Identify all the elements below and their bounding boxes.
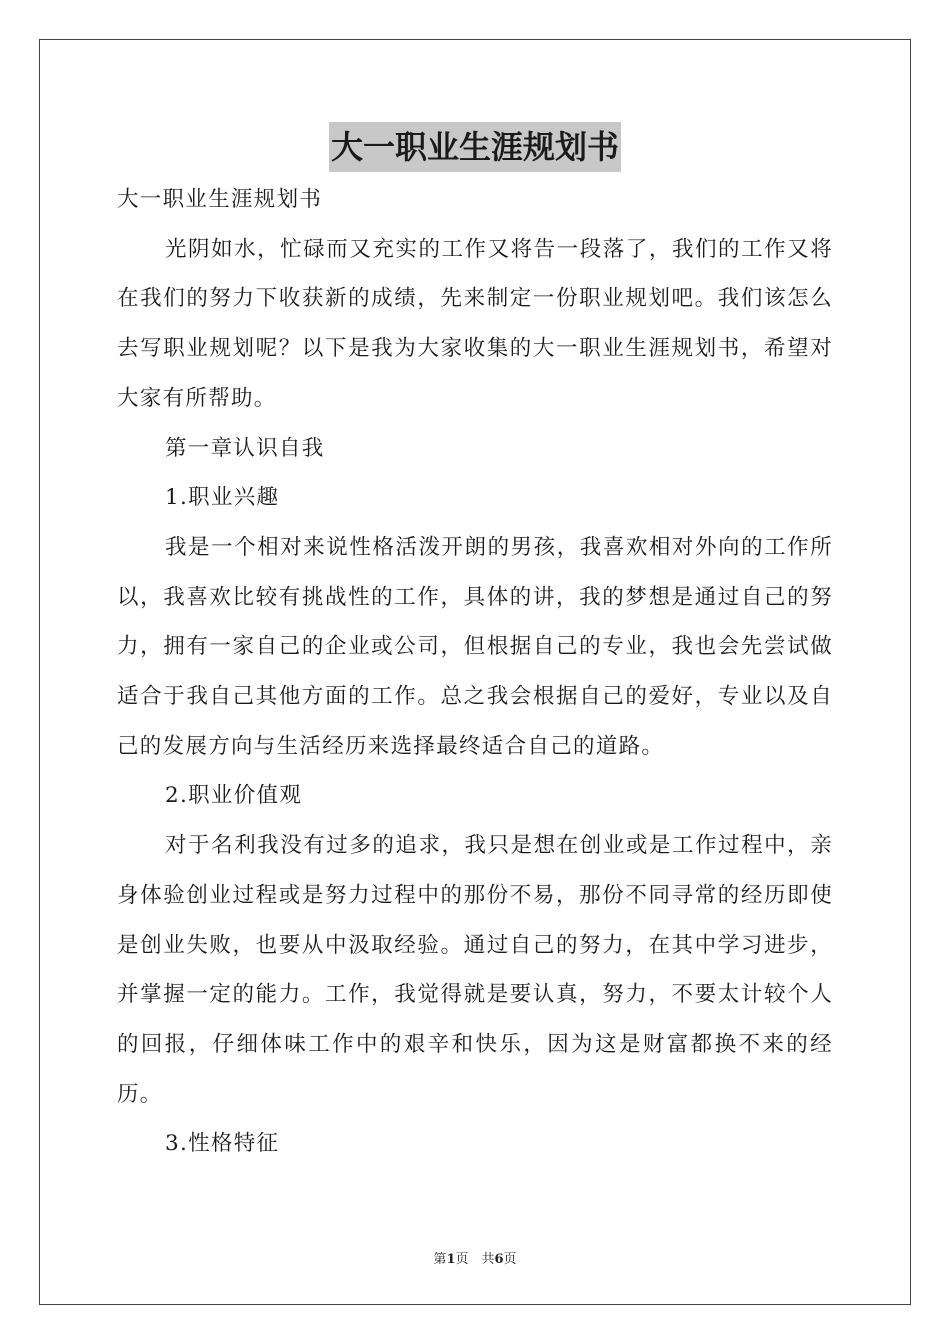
section-body-values: 对于名利我没有过多的追求，我只是想在创业或是工作过程中，亲身体验创业过程或是努力过程中的那份不易，那份不同寻常的经历即使是创业失败，也要从中汲取经验。通过自己的努力，在其中学习进步，并掌握一定的能力。工作，我觉得就是要认真，努力，不要太计较个人的回报，仔细体味工作中的艰辛和快乐，因为这是财富都换不来的经历。	[117, 833, 833, 1107]
footer-page-suffix: 页	[503, 1252, 517, 1267]
footer-page-mid: 页 共	[455, 1252, 495, 1267]
chapter-heading: 第一章认识自我	[165, 435, 325, 461]
footer-current-page: 1	[446, 1252, 456, 1267]
document-title: 大一职业生涯规划书	[329, 122, 621, 172]
document-title-wrapper	[0, 122, 950, 172]
section-heading-values: 2.职业价值观	[165, 783, 303, 809]
document-body	[117, 175, 833, 1169]
page-footer	[0, 1248, 950, 1267]
section-heading-personality: 3.性格特征	[165, 1131, 280, 1157]
intro-paragraph: 光阴如水，忙碌而又充实的工作又将告一段落了，我们的工作又将在我们的努力下收获新的成绩，先来制定一份职业规划吧。我们该怎么去写职业规划呢？以下是我为大家收集的大一职业生涯规划书，希望对大家有所帮助。	[117, 236, 833, 411]
section-body-interest: 我是一个相对来说性格活泼开朗的男孩，我喜欢相对外向的工作所以，我喜欢比较有挑战性的工作，具体的讲，我的梦想是通过自己的努力，拥有一家自己的企业或公司，但根据自己的专业，我也会先尝试做适合于我自己其他方面的工作。总之我会根据自己的爱好，专业以及自己的发展方向与生活经历来选择最终适合自己的道路。	[117, 534, 833, 759]
footer-total-pages: 6	[494, 1252, 504, 1267]
subtitle-line: 大一职业生涯规划书	[117, 187, 323, 212]
section-heading-interest: 1.职业兴趣	[165, 485, 280, 511]
footer-page-prefix: 第	[433, 1252, 447, 1267]
